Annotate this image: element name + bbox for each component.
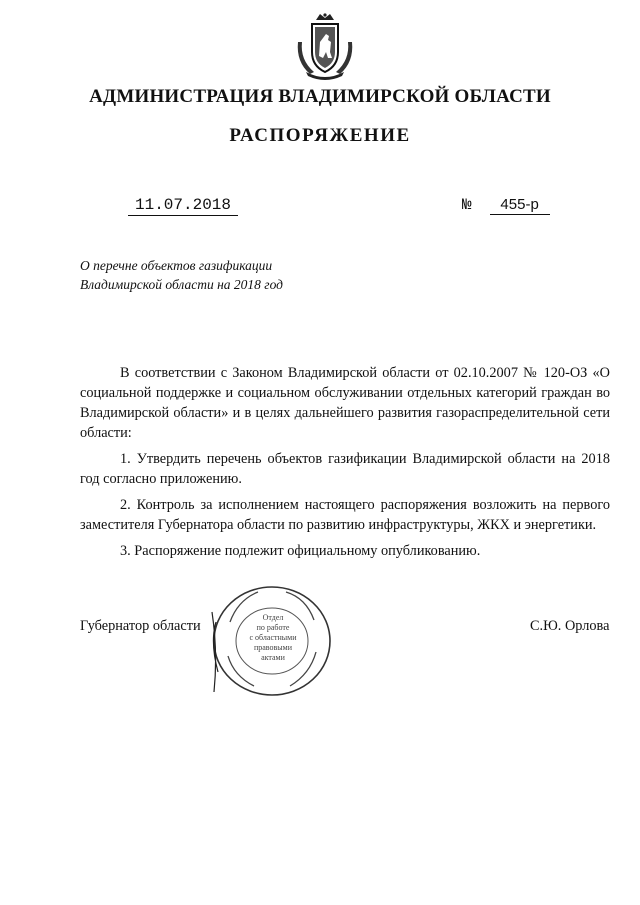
stamp-line: актами — [261, 653, 285, 662]
signatory-name: С.Ю. Орлова — [530, 618, 610, 634]
signatory-position: Губернатор области — [80, 618, 201, 634]
stamp-line: по работе — [256, 623, 290, 632]
document-body — [80, 363, 610, 567]
stamp-line: с областными — [249, 633, 297, 642]
organization-title: АДМИНИСТРАЦИЯ ВЛАДИМИРСКОЙ ОБЛАСТИ — [89, 86, 551, 107]
stamp-inner-text — [246, 613, 300, 663]
document-number — [462, 196, 552, 215]
stamp-line: Отдел — [262, 613, 284, 622]
number-value: 455-р — [490, 196, 550, 215]
document-type-title: РАСПОРЯЖЕНИЕ — [229, 125, 411, 146]
document-date: 11.07.2018 — [128, 196, 238, 216]
order-item-3: 3. Распоряжение подлежит официальному опубликованию. — [120, 543, 481, 559]
coat-of-arms-icon — [296, 12, 354, 80]
number-sign: № — [462, 196, 472, 214]
document-subject — [80, 256, 340, 294]
order-item-1: 1. Утвердить перечень объектов газификации Владимирской области на 2018 год согласно приложению. — [80, 451, 610, 487]
order-item-2: 2. Контроль за исполнением настоящего распоряжения возложить на первого заместителя Губернатора области по развитию инфраструктуры, ЖКХ и энергетики. — [80, 497, 610, 533]
subject-line: Владимирской области на 2018 год — [80, 277, 283, 292]
stamp-line: правовыми — [253, 643, 293, 652]
subject-line: О перечне объектов газификации — [80, 258, 273, 273]
preamble-paragraph: В соответствии с Законом Владимирской области от 02.10.2007 № 120-ОЗ «О социальной поддержке и социальном обслуживании отдельных категорий граждан во Владимирской области» и в целях дальнейшего развития газораспределительной сети области: — [80, 365, 610, 441]
